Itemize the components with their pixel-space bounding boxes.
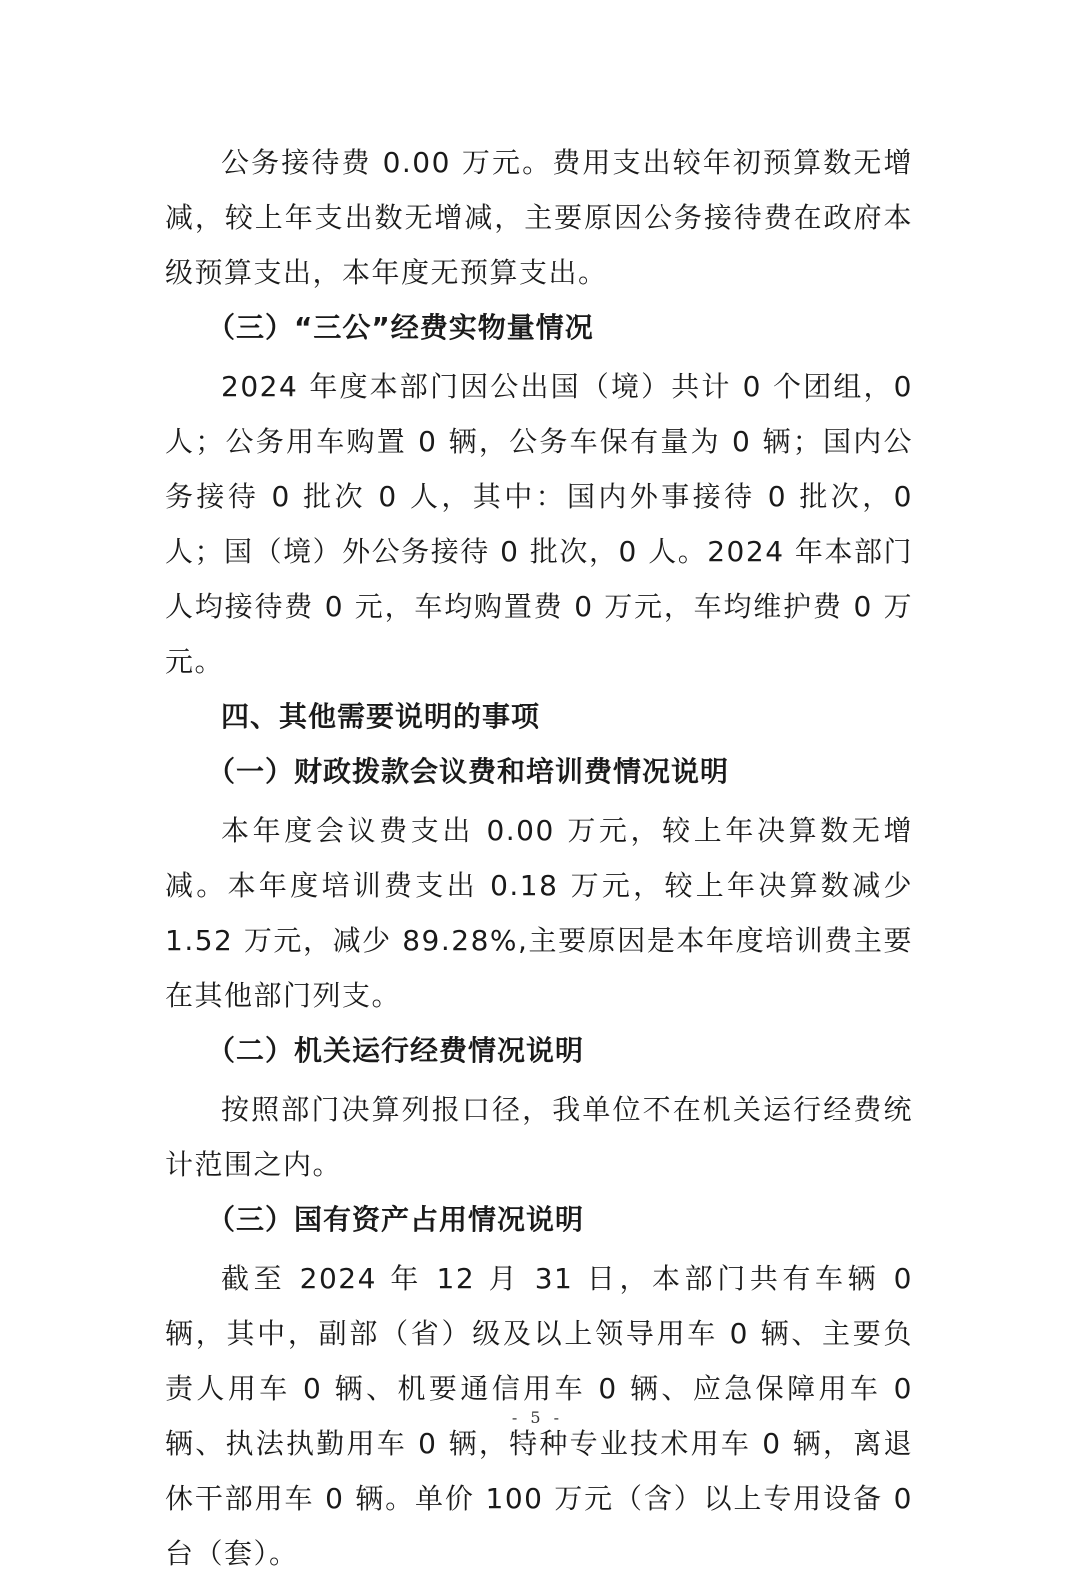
- paragraph-state-assets: 截至 2024 年 12 月 31 日，本部门共有车辆 0 辆，其中，副部（省）级及以上领导用车 0 辆、主要负责人用车 0 辆、机要通信用车 0 辆、应急保障用车 0 辆、执法执勤用车 0 辆，特种专业技术用车 0 辆，离退休干部用车 0 辆。单价 100 万元（含）以上专用设备 0 台（套）。: [165, 1262, 913, 1570]
- heading-state-assets: （三）国有资产占用情况说明: [207, 1203, 585, 1236]
- paragraph-operating-expenses: 按照部门决算列报口径，我单位不在机关运行经费统计范围之内。: [165, 1093, 913, 1181]
- paragraph-reception-fee: 公务接待费 0.00 万元。费用支出较年初预算数无增减，较上年支出数无增减，主要原因公务接待费在政府本级预算支出，本年度无预算支出。: [165, 146, 913, 289]
- paragraph-meeting-training: 本年度会议费支出 0.00 万元，较上年决算数无增减。本年度培训费支出 0.18 万元，较上年决算数减少 1.52 万元，减少 89.28%,主要原因是本年度培训费主要在其他部门列支。: [165, 814, 913, 1012]
- paragraph-quantities: 2024 年度本部门因公出国（境）共计 0 个团组，0 人；公务用车购置 0 辆，公务车保有量为 0 辆；国内公务接待 0 批次 0 人，其中：国内外事接待 0 批次，0 人；国（境）外公务接待 0 批次，0 人。2024 年本部门人均接待费 0 元，车均购置费 0 万元，车均维护费 0 万元。: [165, 370, 913, 678]
- heading-operating-expenses: （二）机关运行经费情况说明: [207, 1034, 585, 1067]
- document-body: [165, 135, 913, 1581]
- heading-meeting-training: （一）财政拨款会议费和培训费情况说明: [207, 755, 730, 788]
- page-number: - 5 -: [511, 1408, 564, 1427]
- heading-three-public-quantities: （三）“三公”经费实物量情况: [207, 311, 594, 344]
- heading-other-matters: 四、其他需要说明的事项: [221, 700, 541, 733]
